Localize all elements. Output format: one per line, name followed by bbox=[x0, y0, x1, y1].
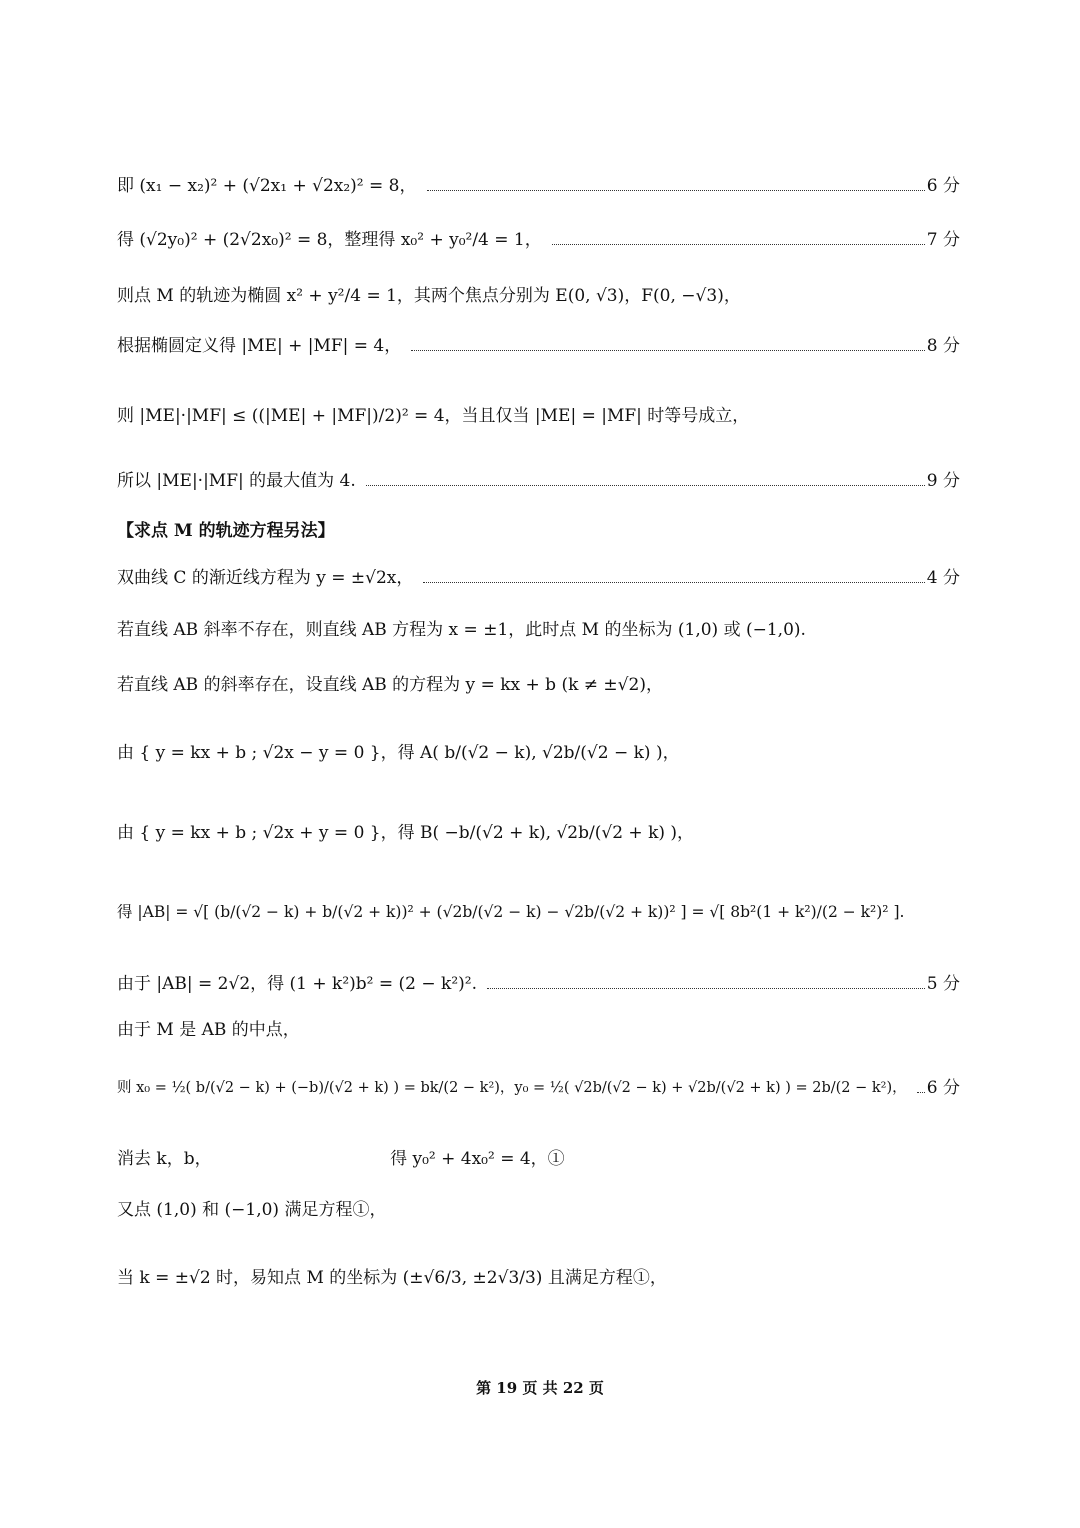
line-text: 得 (√2y₀)² + (2√2x₀)² = 8，整理得 x₀² + y₀²/4 = 1， bbox=[117, 230, 542, 250]
solution-line-18 bbox=[117, 1202, 960, 1219]
solution-line-11 bbox=[117, 745, 960, 762]
score-label: 7 分 bbox=[926, 230, 960, 250]
line-text: 由于 M 是 AB 的中点， bbox=[117, 1020, 300, 1040]
line-text: 若直线 AB 斜率不存在，则直线 AB 方程为 x = ±1，此时点 M 的坐标为 (1,0) 或 (−1,0). bbox=[117, 620, 806, 640]
leader-dots bbox=[411, 350, 925, 351]
line-text: 由于 |AB| = 2√2，得 (1 + k²)b² = (2 − k²)². bbox=[117, 974, 478, 994]
solution-line-2 bbox=[117, 232, 960, 249]
solution-line-17 bbox=[117, 1151, 960, 1168]
score-label: 5 分 bbox=[926, 974, 960, 994]
solution-line-16 bbox=[117, 1080, 960, 1097]
line-text: 双曲线 C 的渐近线方程为 y = ±√2x， bbox=[117, 568, 414, 588]
line-text: 又点 (1,0) 和 (−1,0) 满足方程①， bbox=[117, 1200, 387, 1220]
line-text: 消去 k，b， 得 y₀² + 4x₀² = 4，① bbox=[117, 1149, 565, 1169]
score-label: 6 分 bbox=[926, 1078, 960, 1098]
line-text: 则 |ME|·|MF| ≤ ((|ME| + |MF|)/2)² = 4，当且仅当 |ME| = |MF| 时等号成立， bbox=[117, 406, 750, 426]
line-text: 由 { y = kx + b ; √2x + y = 0 }，得 B( −b/(√2 + k), √2b/(√2 + k) )， bbox=[117, 823, 695, 843]
line-text: 由 { y = kx + b ; √2x − y = 0 }，得 A( b/(√2 − k), √2b/(√2 − k) )， bbox=[117, 743, 680, 763]
solution-line-19 bbox=[117, 1270, 960, 1287]
solution-line-8 bbox=[117, 570, 960, 587]
section-heading bbox=[117, 523, 960, 540]
line-text: 则 x₀ = ½( b/(√2 − k) + (−b)/(√2 + k) ) = bk/(2 − k²)，y₀ = ½( √2b/(√2 − k) + √2b/(√2 + k) ) = 2b/(2 − k²)， bbox=[117, 1080, 907, 1097]
line-text: 根据椭圆定义得 |ME| + |MF| = 4， bbox=[117, 336, 402, 356]
line-text: 即 (x₁ − x₂)² + (√2x₁ + √2x₂)² = 8， bbox=[117, 176, 417, 196]
solution-line-14 bbox=[117, 976, 960, 993]
leader-dots bbox=[366, 485, 925, 486]
solution-line-4 bbox=[117, 338, 960, 355]
page-number-footer: 第 19 页 共 22 页 bbox=[476, 1379, 604, 1397]
solution-line-15 bbox=[117, 1022, 960, 1039]
solution-line-6 bbox=[117, 473, 960, 490]
solution-line-9 bbox=[117, 622, 960, 639]
solution-line-3 bbox=[117, 288, 960, 305]
solution-line-5 bbox=[117, 408, 960, 425]
leader-dots bbox=[423, 582, 924, 583]
line-text: 得 |AB| = √[ (b/(√2 − k) + b/(√2 + k))² + (√2b/(√2 − k) − √2b/(√2 + k))² ] = √[ 8b²(1 + k²)/(2 − k²)² ]. bbox=[117, 903, 905, 921]
score-label: 9 分 bbox=[926, 471, 960, 491]
heading-text: 【求点 M 的轨迹方程另法】 bbox=[117, 521, 335, 541]
score-label: 8 分 bbox=[926, 336, 960, 356]
leader-dots bbox=[427, 190, 925, 191]
line-text: 若直线 AB 的斜率存在，设直线 AB 的方程为 y = kx + b (k ≠ ±√2)， bbox=[117, 675, 663, 695]
solution-line-10 bbox=[117, 677, 960, 694]
solution-line-12 bbox=[117, 825, 960, 842]
line-text: 所以 |ME|·|MF| 的最大值为 4. bbox=[117, 471, 356, 491]
line-text: 则点 M 的轨迹为椭圆 x² + y²/4 = 1，其两个焦点分别为 E(0, √3)，F(0, −√3)， bbox=[117, 286, 741, 306]
solution-line-1 bbox=[117, 178, 960, 195]
score-label: 6 分 bbox=[926, 176, 960, 196]
score-label: 4 分 bbox=[926, 568, 960, 588]
leader-dots bbox=[552, 244, 925, 245]
solution-line-13 bbox=[117, 905, 960, 921]
leader-dots bbox=[487, 988, 925, 989]
leader-dots bbox=[917, 1092, 925, 1093]
line-text: 当 k = ±√2 时，易知点 M 的坐标为 (±√6/3, ±2√3/3) 且满足方程①， bbox=[117, 1268, 667, 1288]
